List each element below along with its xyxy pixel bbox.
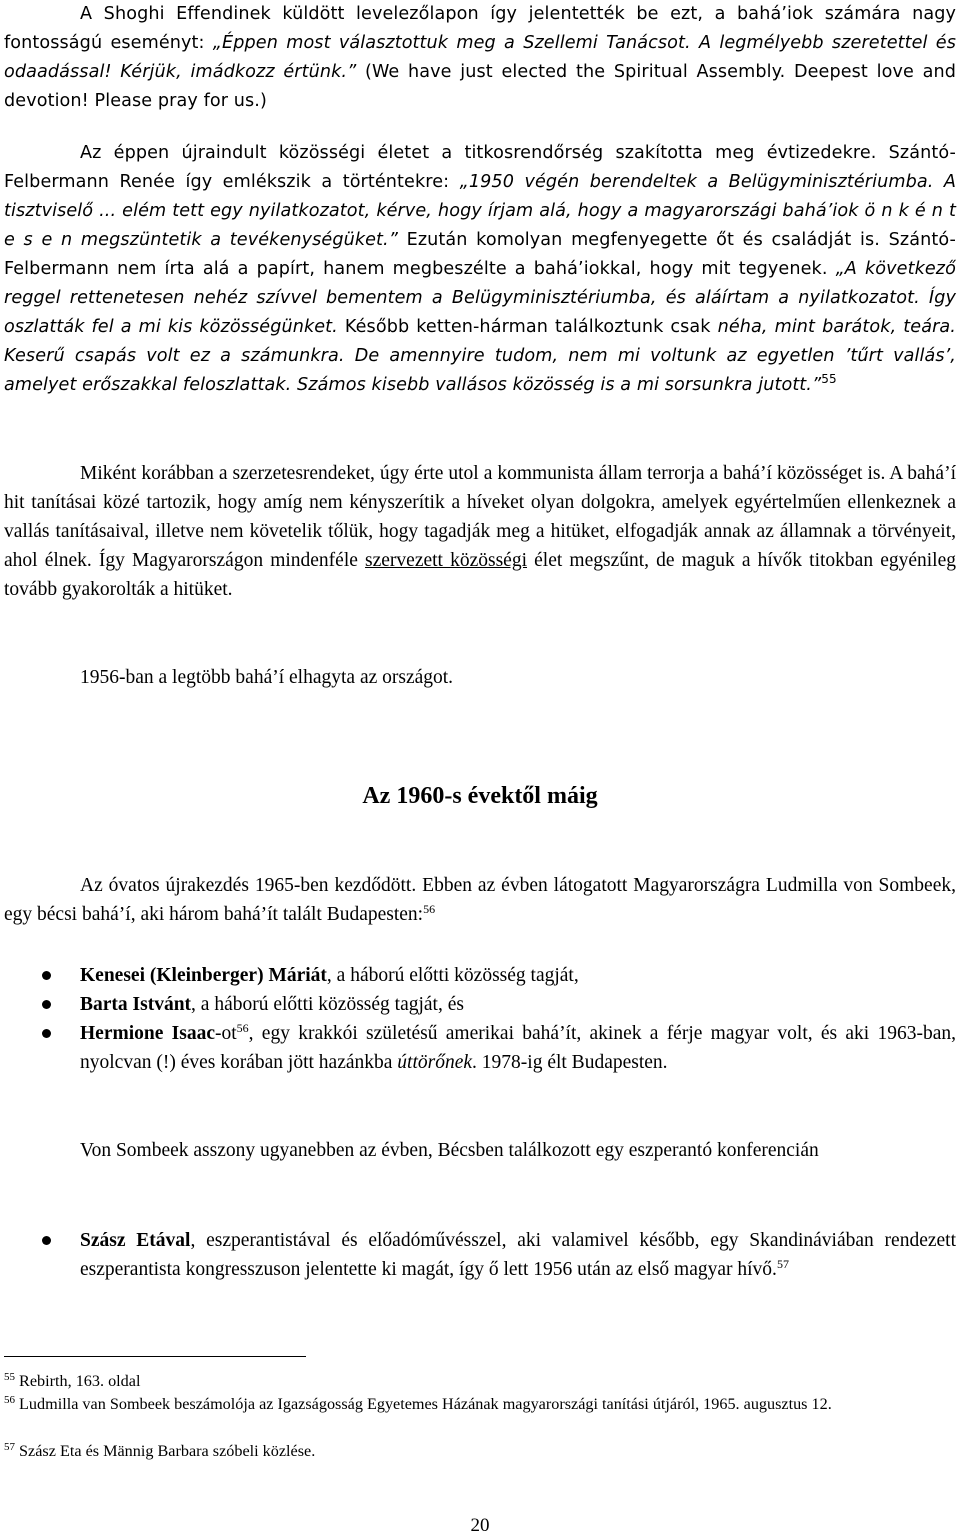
bullet-icon: [42, 971, 51, 980]
testimony-quote-2: „A következő reggel rettenetesen nehéz szívvel bementem a Belügyminisztériumba, és aláírtam a nyilatkozatot. Így oszlatták fel a mi kis közösségünket.: [4, 259, 956, 337]
underlined-phrase: szervezett közösségi: [365, 550, 528, 571]
restart-body: Az óvatos újrakezdés 1965-ben kezdődött. Ebben az évben látogatott Magyarországra Ludmilla von Sombeek, egy bécsi bahá’í, aki három bahá’ít talált Budapesten:: [4, 875, 956, 925]
testimony-quote-1: „1950 végén berendeltek a Belügyminisztériumba. A tisztviselő ... elém tett egy nyilatkozatot, kérve, hogy írjam alá, hogy a magyarországi bahá’iok ö n k é n t e s e n megszüntetik a tevékenységüket.”: [4, 172, 956, 250]
paragraph-vienna: [4, 1136, 956, 1165]
footnote-number: 56: [4, 1394, 15, 1406]
bullet-icon: [42, 1236, 51, 1245]
footnote-text: Rebirth, 163. oldal: [15, 1372, 141, 1390]
restart-text: [4, 871, 956, 929]
paragraph-postcard: [4, 0, 956, 116]
postcard-quote: „Éppen most választottuk meg a Szellemi Tanácsot. A legmélyebb szeretettel és odaadással! Kérjük, imádkozz értünk.”: [4, 33, 957, 82]
secret-police-middle: Ezután komolyan megfenyegette őt és családját is. Szántó-Felbermann nem írta alá a papírt, hanem megbeszélte a bahá’iokkal, hogy mit tegyenek.: [4, 230, 957, 279]
footnote-text: Szász Eta és Männig Barbara szóbeli közlése.: [15, 1442, 316, 1460]
list-item: [4, 990, 956, 1019]
footnote-text: Ludmilla van Sombeek beszámolója az Igazságosság Egyetemes Házának magyarországi tanítási útjáról, 1965. augusztus 12.: [15, 1395, 832, 1413]
secret-police-text: [4, 139, 956, 400]
paragraph-restart: [4, 871, 956, 929]
person-desc: , a háború előtti közösség tagját, és: [191, 994, 464, 1015]
footnote-ref-57[interactable]: 57: [776, 1257, 789, 1271]
testimony-plain: Később ketten-hárman találkoztunk csak: [344, 317, 718, 337]
esperanto-list: [4, 1226, 956, 1284]
person-name: Szász Etával: [80, 1230, 191, 1251]
paragraph-1956: [4, 663, 956, 692]
pioneer-word: úttörőnek: [397, 1052, 473, 1073]
footnote-divider: [4, 1356, 306, 1357]
name-suffix: -ot: [214, 1023, 237, 1044]
bullet-icon: [42, 1029, 51, 1038]
list-item: [4, 1226, 956, 1284]
paragraph-secret-police: [4, 139, 956, 400]
person-desc: , eszperantistával és előadóművésszel, aki valamivel később, egy Skandináviában rendezett eszperantista kongresszuson jelentette ki magát, így ő lett 1956 után az első magyar hívő.: [80, 1230, 956, 1280]
footnote-number: 55: [4, 1371, 15, 1383]
postcard-translation: (We have just elected the Spiritual Assembly. Deepest love and devotion! Please pray for us.): [4, 62, 956, 111]
footnote-55: [4, 1371, 956, 1392]
person-name: Kenesei (Kleinberger) Máriát: [80, 965, 327, 986]
page-number: 20: [470, 1515, 490, 1536]
terror-text-part2: élet megszűnt, de maguk a hívők titokban egyénileg tovább gyakorolták a hitüket.: [4, 550, 957, 600]
paragraph-communist-terror: [4, 459, 956, 604]
vienna-text: Von Sombeek asszony ugyanebben az évben, Bécsben találkozott egy eszperantó konferencián: [80, 1140, 819, 1161]
person-name: Barta Istvánt: [80, 994, 192, 1015]
footnote-ref-56[interactable]: 56: [423, 902, 436, 916]
footnote-ref-56b[interactable]: 56: [236, 1021, 249, 1035]
footnote-number: 57: [4, 1441, 15, 1453]
person-desc-end: . 1978-ig élt Budapesten.: [472, 1052, 668, 1073]
footnote-ref-55[interactable]: 55: [821, 372, 837, 386]
list-item: [4, 1019, 956, 1077]
emigration-text: 1956-ban a legtöbb bahá’í elhagyta az országot.: [80, 667, 454, 688]
section-heading: Az 1960-s évektől máig: [362, 783, 598, 809]
terror-text-part1: Miként korábban a szerzetesrendeket, úgy érte utol a kommunista állam terrorja a bahá’í közösséget is. A bahá’í hit tanításai közé tartozik, hogy amíg nem kényszerítik a híveket olyan dolgokra, amelyek egyértelműen ellenkeznek a vallás tanításaival, illetve nem követelik tőlük, hogy tagadják meg a hitüket, elfogadják annak az államnak a törvényeit, ahol élnek. Így Magyarországon mindenféle: [4, 463, 956, 571]
bullet-icon: [42, 1000, 51, 1009]
person-desc: , egy krakkói születésű amerikai bahá’ít, akinek a férje magyar volt, és aki 1963-ban, nyolcvan (!) éves korában jött hazánkba: [80, 1023, 956, 1073]
believers-list: [4, 961, 956, 1077]
footnote-57: [4, 1441, 956, 1462]
person-desc: , a háború előtti közösség tagját,: [326, 965, 579, 986]
secret-police-intro: Az éppen újraindult közösségi életet a titkosrendőrség szakította meg évtizedekre. Szántó-Felbermann Renée így emlékszik a történtekre:: [4, 143, 956, 192]
footnote-56: [4, 1394, 956, 1415]
list-item: [4, 961, 956, 990]
person-name: Hermione Isaac: [80, 1023, 215, 1044]
communist-terror-text: [4, 459, 956, 604]
postcard-intro: A Shoghi Effendinek küldött levelezőlapon így jelentették be ezt, a bahá’iok számára nagy fontosságú eseményt:: [4, 4, 956, 53]
postcard-text: [4, 0, 956, 116]
testimony-quote-3: néha, mint barátok, teára. Keserű csapás volt ez a számunkra. De amennyire tudom, nem mi voltunk az egyetlen ’tűrt vallás’, amelyet erőszakkal feloszlattak. Számos kisebb vallásos közösség is a mi sorsunkra jutott.”: [4, 317, 956, 395]
